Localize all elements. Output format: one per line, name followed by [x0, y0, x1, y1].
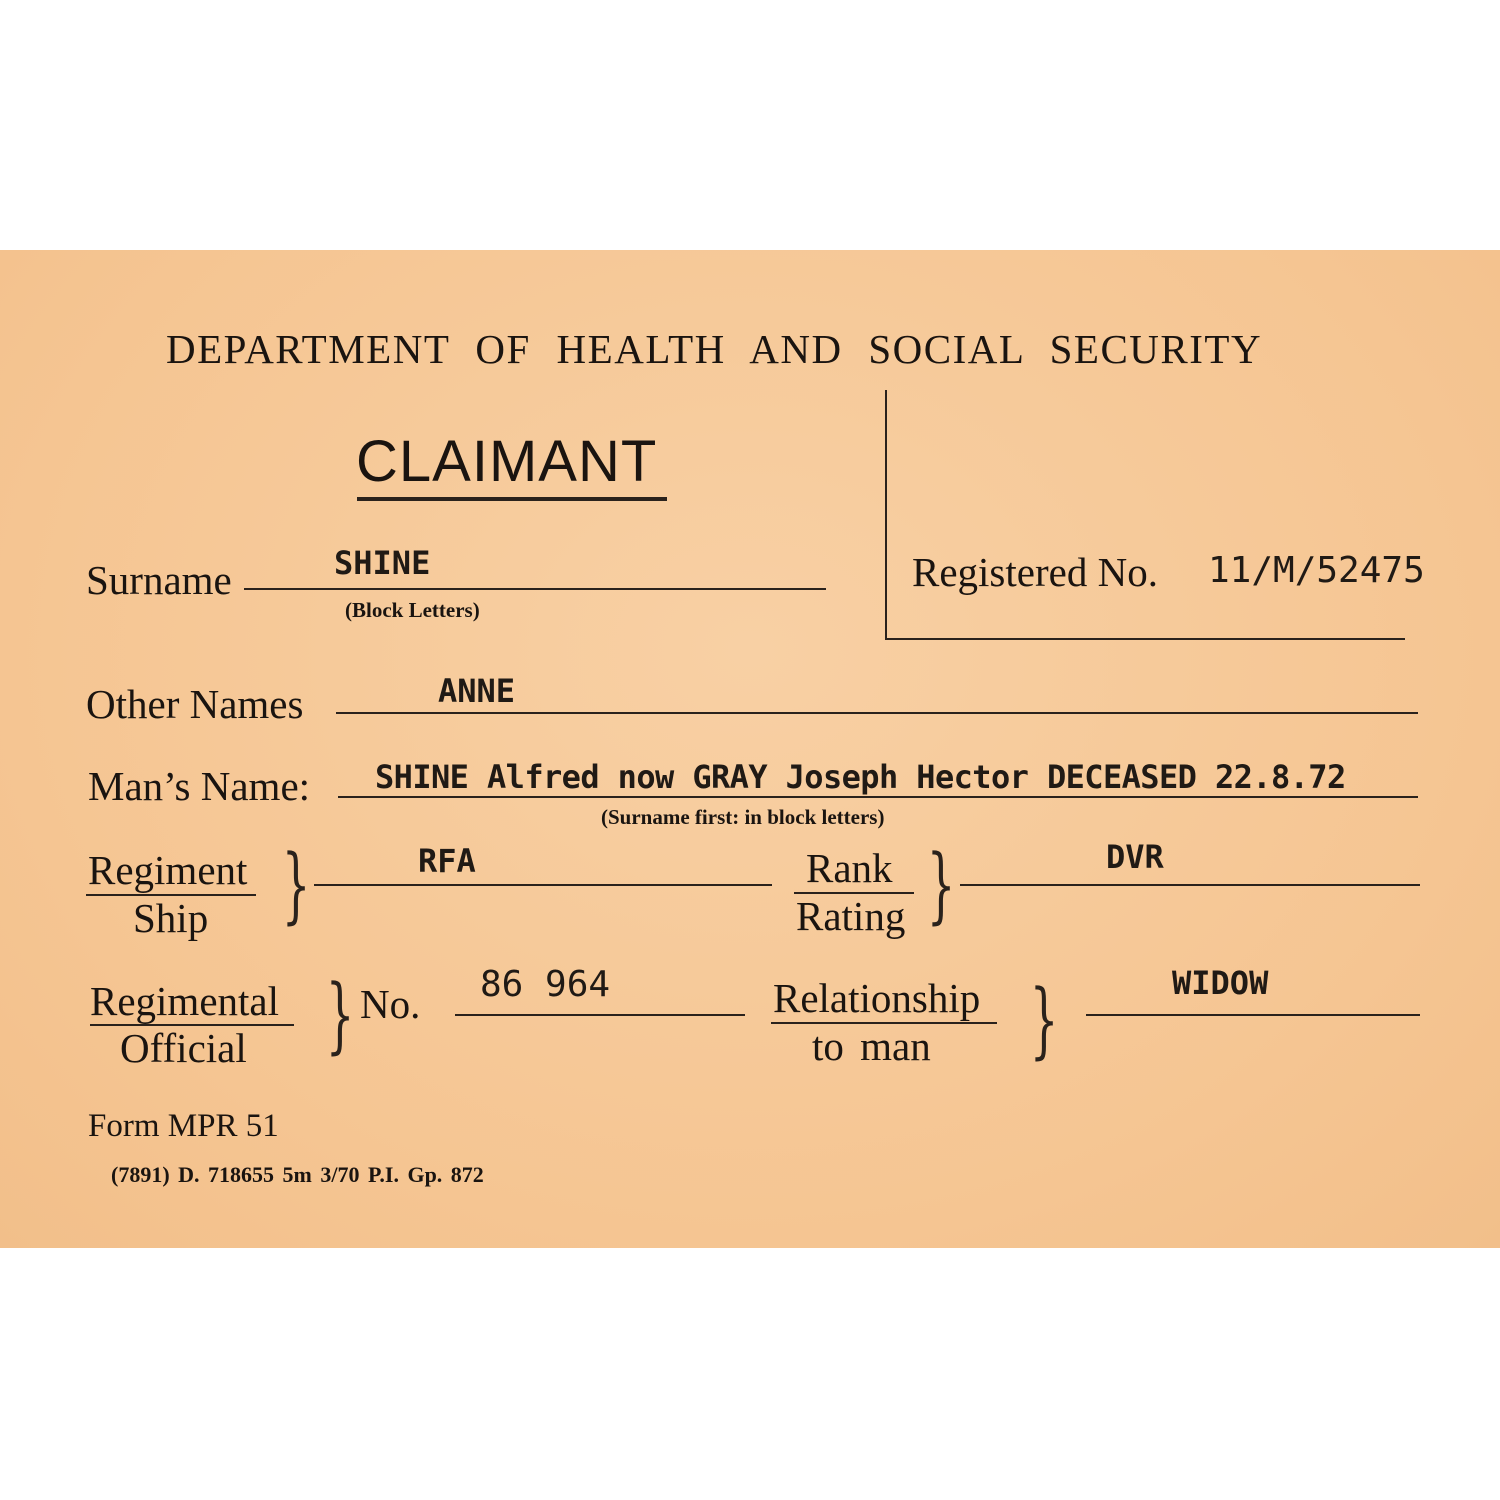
title-underline: [357, 497, 667, 501]
claimant-card: [0, 250, 1500, 1248]
registered-box-divider: [885, 390, 887, 640]
registered-label: Registered No.: [912, 549, 1158, 595]
block-letters-note: (Block Letters): [345, 598, 480, 622]
registered-value: 11/M/52475: [1208, 550, 1425, 591]
surname-line: [244, 588, 826, 590]
other-names-value: ANNE: [438, 672, 516, 710]
rating-label: Rating: [796, 893, 906, 939]
department-heading: DEPARTMENT OF HEALTH AND SOCIAL SECURITY: [166, 326, 1263, 372]
number-value: 86 964: [480, 964, 611, 1005]
rank-line: [960, 884, 1420, 886]
ship-label: Ship: [133, 895, 209, 941]
relationship-label: Relationship: [773, 975, 981, 1021]
regiment-line: [314, 884, 772, 886]
relationship-line: [1086, 1014, 1420, 1016]
official-label: Official: [120, 1025, 247, 1071]
registered-box-bottom: [885, 638, 1405, 640]
regimental-brace: }: [325, 968, 355, 1063]
form-number: Form MPR 51: [88, 1108, 279, 1144]
form-title: CLAIMANT: [356, 429, 658, 494]
number-line: [455, 1014, 745, 1016]
surname-value: SHINE: [334, 544, 431, 582]
rank-value: DVR: [1106, 838, 1164, 876]
regiment-label: Regiment: [88, 847, 248, 893]
rank-label: Rank: [806, 845, 893, 891]
mans-name-line: [338, 796, 1418, 798]
regiment-value: RFA: [418, 842, 476, 880]
print-code: (7891) D. 718655 5m 3/70 P.I. Gp. 872: [111, 1162, 484, 1187]
regiment-brace: }: [281, 838, 311, 933]
surname-label: Surname: [86, 557, 232, 603]
relationship-brace: }: [1029, 973, 1059, 1068]
to-man-label: to man: [812, 1023, 931, 1069]
other-names-label: Other Names: [86, 681, 304, 727]
regimental-label: Regimental: [90, 978, 280, 1024]
surname-first-note: (Surname first: in block letters): [601, 805, 885, 829]
mans-name-label: Man’s Name:: [88, 763, 311, 809]
relationship-value: WIDOW: [1172, 964, 1269, 1002]
rank-brace: }: [926, 838, 956, 933]
other-names-line: [336, 712, 1418, 714]
mans-name-value: SHINE Alfred now GRAY Joseph Hector DECEASED 22.8.72: [375, 758, 1346, 796]
no-label: No.: [360, 981, 421, 1027]
